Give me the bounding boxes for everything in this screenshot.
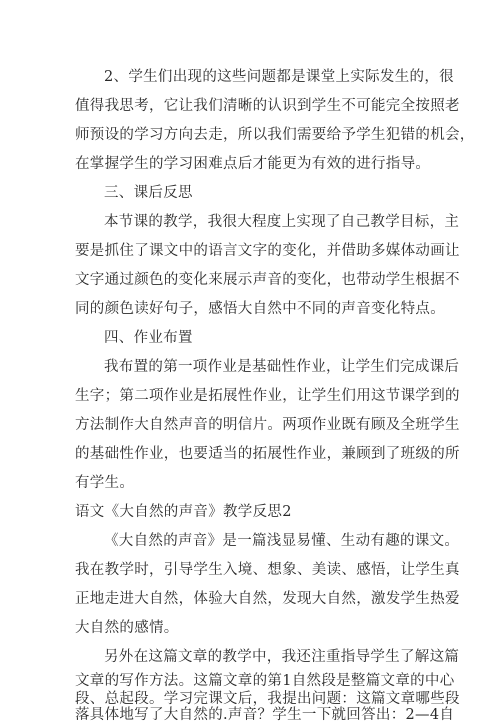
paragraph-3-line-5: 有学生。 <box>75 475 135 491</box>
paragraph-3-line-4: 的基础性作业，也要适当的拓展性作业，兼顾到了班级的所 <box>75 446 460 462</box>
section-heading-reflection: 三、课后反思 <box>104 185 193 201</box>
paragraph-4-line-1: 《大自然的声音》是一篇浅显易懂、生动有趣的课文。 <box>104 533 460 549</box>
paragraph-2-line-1: 本节课的教学，我很大程度上实现了自己教学目标，主 <box>104 214 460 230</box>
paragraph-1-line-1: 2、学生们出现的这些问题都是课堂上实际发生的，很 <box>104 69 454 85</box>
paragraph-1-line-3: 师预设的学习方向去走，所以我们需要给予学生犯错的机会， <box>75 127 475 143</box>
paragraph-3-line-3: 方法制作大自然声音的明信片。两项作业既有顾及全班学生 <box>75 417 460 433</box>
paragraph-1-line-4: 在掌握学生的学习困难点后才能更为有效的进行指导。 <box>75 156 431 172</box>
paragraph-5-line-2: 文章的写作方法。这篇文章的第1自然段是整篇文章的中心 <box>75 673 455 689</box>
paragraph-1-line-2: 值得我思考，它让我们清晰的认识到学生不可能完全按照老 <box>75 98 460 114</box>
paragraph-3-line-1: 我布置的第一项作业是基础性作业，让学生们完成课后 <box>104 359 460 375</box>
paragraph-3-line-2: 生字；第二项作业是拓展性作业，让学生们用这节课学到的 <box>75 388 460 404</box>
section-heading-homework: 四、作业布置 <box>104 330 193 346</box>
paragraph-4-line-3: 正地走进大自然，体验大自然，发现大自然，激发学生热爱 <box>75 591 460 607</box>
paragraph-4-line-2: 我在教学时，引导学生入境、想象、美读、感悟，让学生真 <box>75 562 460 578</box>
paragraph-4-line-4: 大自然的感情。 <box>75 620 179 636</box>
article-title: 语文《大自然的声音》教学反思2 <box>75 504 292 520</box>
paragraph-2-line-2: 要是抓住了课文中的语言文字的变化，并借助多媒体动画让 <box>75 243 460 259</box>
paragraph-5-line-3: 段、总起段。学习完课文后，我提出问题：这篇文章哪些段 <box>75 691 460 707</box>
paragraph-2-line-3: 文字通过颜色的变化来展示声音的变化，也带动学生根据不 <box>75 272 460 288</box>
paragraph-5-line-4: 落具体地写了大自然的.声音？学生一下就回答出：2—4自 <box>75 707 455 723</box>
paragraph-5-line-1: 另外在这篇文章的教学中，我还注重指导学生了解这篇 <box>104 649 460 665</box>
paragraph-2-line-4: 同的颜色读好句子，感悟大自然中不同的声音变化特点。 <box>75 301 445 317</box>
